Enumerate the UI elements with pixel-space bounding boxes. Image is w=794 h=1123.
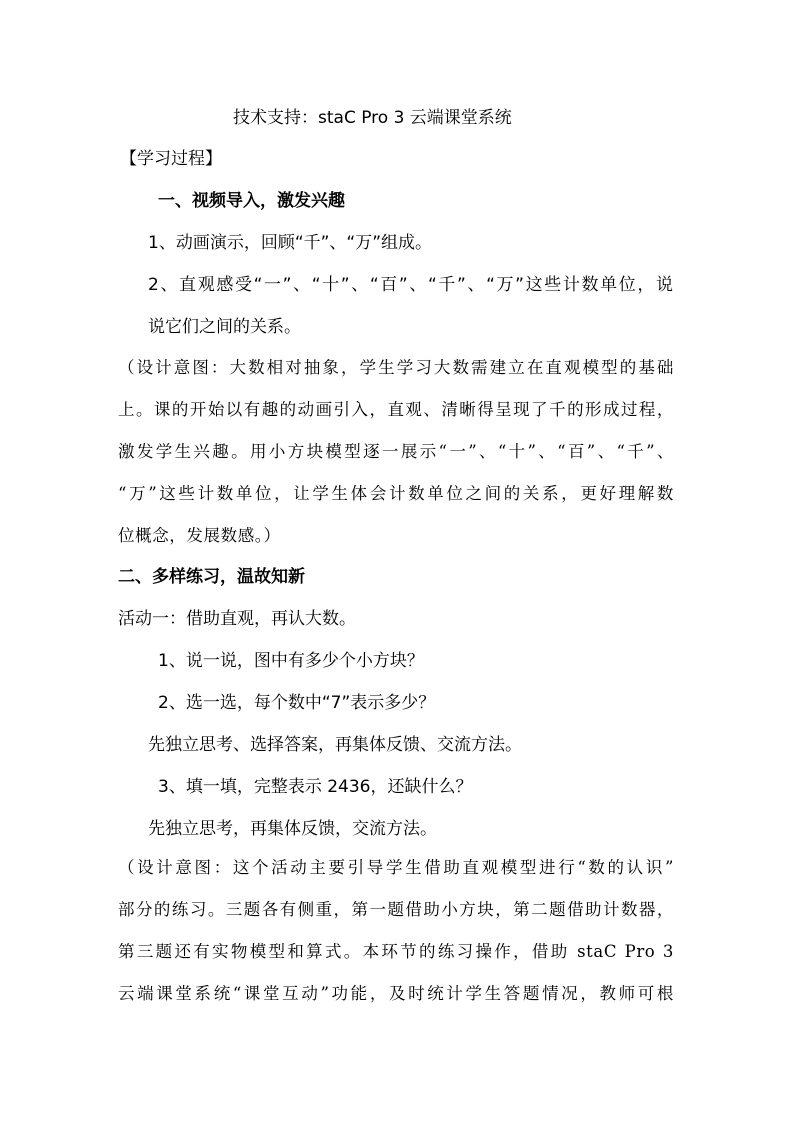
part2-question-2: 2、选一选，每个数中“7”表示多少？ <box>158 693 436 713</box>
part1-note-line-5: 位概念，发展数感。） <box>118 526 281 545</box>
part2-question-3: 3、填一填，完整表示 2436，还缺什么？ <box>158 777 473 797</box>
document-header: 技术支持：staC Pro 3 云端课堂系统 <box>233 108 512 128</box>
part2-question-3-method: 先独立思考，再集体反馈，交流方法。 <box>148 819 437 839</box>
part2-heading: 二、多样练习，温故知新 <box>118 567 305 587</box>
part1-note-line-4: “万”这些计数单位，让学生体会计数单位之间的关系，更好理解数 <box>118 484 674 503</box>
part2-question-2-method: 先独立思考、选择答案，再集体反馈、交流方法。 <box>148 735 522 755</box>
part2-note-line-1: （设计意图：这个活动主要引导学生借助直观模型进行“数的认识” <box>118 858 674 877</box>
part2-question-1: 1、说一说，图中有多少个小方块？ <box>158 651 424 671</box>
part1-heading: 一、视频导入，激发兴趣 <box>158 191 345 211</box>
part1-item-1: 1、动画演示，回顾“千”、“万”组成。 <box>148 233 433 253</box>
part2-note-line-3: 第三题还有实物模型和算式。本环节的练习操作，借助 staC Pro 3 <box>118 942 674 961</box>
part2-note-line-4: 云端课堂系统“课堂互动”功能，及时统计学生答题情况，教师可根 <box>118 984 674 1003</box>
part2-note-line-2: 部分的练习。三题各有侧重，第一题借助小方块，第二题借助计数器， <box>118 900 674 919</box>
part1-note-line-2: 上。课的开始以有趣的动画引入，直观、清晰得呈现了千的形成过程， <box>118 400 674 419</box>
part1-item-2-line-1: 2、直观感受“一”、“十”、“百”、“千”、“万”这些计数单位，说 <box>148 275 673 295</box>
part2-activity: 活动一：借助直观，再认大数。 <box>118 609 356 629</box>
part1-item-2-line-2: 说它们之间的关系。 <box>148 317 301 337</box>
part1-note-line-1: （设计意图：大数相对抽象，学生学习大数需建立在直观模型的基础 <box>118 358 674 377</box>
part1-note-line-3: 激发学生兴趣。用小方块模型逐一展示“一”、“十”、“百”、“千”、 <box>118 442 674 461</box>
section-title: 【学习过程】 <box>120 149 222 169</box>
